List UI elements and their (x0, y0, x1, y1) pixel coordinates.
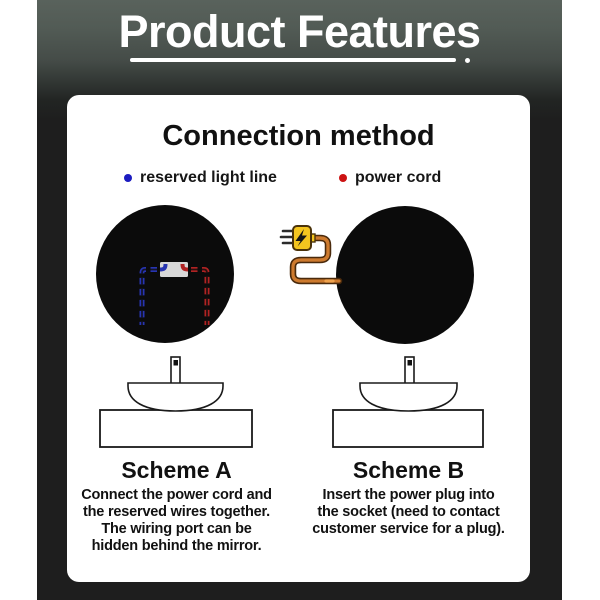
sink-illustration-b (333, 357, 483, 447)
scheme-a-line: the reserved wires together. (82, 504, 270, 520)
title-underline (130, 58, 456, 62)
scheme-a-line: The wiring port can be (101, 521, 252, 537)
scheme-a-block (69, 458, 284, 555)
scheme-b-title: Scheme B (352, 457, 465, 483)
power-plug-icon (281, 226, 315, 250)
mirror-circle-scheme-b (336, 206, 474, 344)
scheme-b-line: customer service for a plug). (312, 521, 505, 537)
scheme-a-line: Connect the power cord and (81, 487, 272, 503)
legend-item-power-cord (339, 169, 441, 187)
blue-dot-icon (124, 174, 132, 182)
card-heading: Connection method (162, 120, 435, 152)
scheme-b-block (301, 458, 516, 538)
scheme-b-line: Insert the power plug into (322, 487, 495, 503)
scheme-a-description (69, 487, 284, 555)
scheme-a-line: hidden behind the mirror. (91, 538, 262, 554)
page-title: Product Features (118, 6, 481, 57)
legend-item-reserved-light-line (124, 169, 277, 187)
connection-method-card (67, 95, 530, 582)
sink-illustration-a (100, 357, 252, 447)
dark-background (37, 0, 562, 600)
scheme-a-title: Scheme A (121, 457, 232, 483)
counter-b (333, 410, 483, 447)
scheme-b-line: the socket (need to contact (317, 504, 500, 520)
legend-label: reserved light line (140, 169, 277, 186)
legend-label: power cord (355, 169, 442, 186)
legend (67, 169, 530, 191)
mirror-circle-scheme-a (96, 205, 234, 343)
red-dot-icon (339, 174, 347, 182)
counter-a (100, 410, 252, 447)
title-underline-dot (465, 58, 470, 63)
basin-a (128, 383, 223, 411)
scheme-b-description (301, 487, 516, 538)
basin-b (360, 383, 457, 411)
